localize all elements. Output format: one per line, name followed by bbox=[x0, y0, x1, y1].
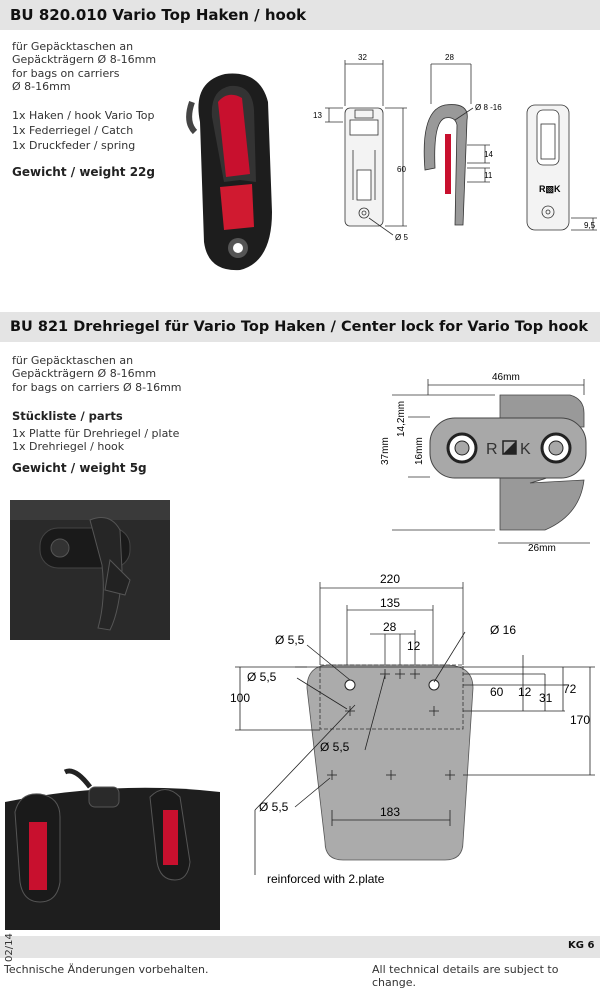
plate-dim-100: 100 bbox=[230, 691, 251, 705]
parts-title: Stückliste / parts bbox=[12, 409, 123, 423]
dim-60: 60 bbox=[397, 165, 406, 174]
section1-desc-en: for bags on carriers Ø 8-16mm bbox=[12, 67, 120, 93]
plate-dim-12: 12 bbox=[407, 639, 421, 653]
dim-d816: Ø 8 -16 bbox=[475, 103, 502, 112]
section1-part-1: 1x Haken / hook Vario Top bbox=[12, 109, 155, 122]
section2-title: BU 821 Drehriegel für Vario Top Haken / Center lock for Vario Top hook bbox=[0, 312, 600, 342]
lock-logo-r: R bbox=[486, 441, 498, 458]
hook-product-photo bbox=[180, 62, 285, 277]
plate-note: reinforced with 2.plate bbox=[267, 872, 385, 886]
plate-dim-d16: Ø 16 bbox=[490, 623, 517, 637]
plate-dim-d55-left: Ø 5,5 bbox=[247, 670, 277, 684]
lock-logo-k: K bbox=[520, 441, 531, 458]
plate-dim-220: 220 bbox=[380, 572, 401, 586]
dim-16mm: 16mm bbox=[414, 437, 425, 465]
plate-dim-183: 183 bbox=[380, 805, 401, 819]
hook-logo-text: R▧K bbox=[539, 184, 561, 194]
center-lock-photo bbox=[10, 500, 170, 640]
dim-26mm: 26mm bbox=[528, 543, 556, 554]
section2-part-2: 1x Drehriegel / hook bbox=[12, 440, 125, 453]
dim-11: 11 bbox=[484, 171, 493, 180]
dim-28: 28 bbox=[445, 53, 454, 62]
footer-disclaimer-de: Technische Änderungen vorbehalten. bbox=[4, 963, 209, 976]
section2-part-1: 1x Platte für Drehriegel / plate bbox=[12, 427, 180, 440]
dim-14-2mm: 14,2mm bbox=[396, 400, 407, 437]
section2-desc-en: for bags on carriers Ø 8-16mm bbox=[12, 381, 182, 394]
plate-dim-170: 170 bbox=[570, 713, 591, 727]
plate-dim-28: 28 bbox=[383, 620, 397, 634]
plate-dim-72: 72 bbox=[563, 682, 577, 696]
plate-dim-12v: 12 bbox=[518, 685, 532, 699]
plate-dim-d55-bottom: Ø 5,5 bbox=[259, 800, 289, 814]
dim-9-5: 9,5 bbox=[584, 221, 596, 230]
dim-32: 32 bbox=[358, 53, 367, 62]
dim-14: 14 bbox=[484, 150, 493, 159]
plate-dim-60: 60 bbox=[490, 685, 504, 699]
plate-dim-d55-top: Ø 5,5 bbox=[275, 633, 305, 647]
section1-part-3: 1x Druckfeder / spring bbox=[12, 139, 136, 152]
footer-page-number: KG 6 bbox=[568, 940, 595, 951]
footer-date: 02/14 bbox=[4, 933, 15, 962]
section2-weight: Gewicht / weight 5g bbox=[12, 461, 147, 475]
hook-technical-drawing bbox=[305, 50, 600, 250]
plate-technical-drawing bbox=[225, 570, 600, 895]
section1-desc-de: für Gepäcktaschen an Gepäckträgern Ø 8-16mm bbox=[12, 40, 157, 66]
bag-with-hooks-photo bbox=[5, 762, 220, 930]
plate-dim-d55-mid: Ø 5,5 bbox=[320, 740, 350, 754]
section1-weight: Gewicht / weight 22g bbox=[12, 165, 155, 179]
dim-d5: Ø 5 bbox=[395, 233, 408, 242]
section2-desc-de: für Gepäcktaschen an Gepäckträgern Ø 8-16mm bbox=[12, 354, 157, 380]
dim-46mm: 46mm bbox=[492, 372, 520, 383]
center-lock-drawing bbox=[370, 365, 600, 560]
section1-title: BU 820.010 Vario Top Haken / hook bbox=[0, 0, 600, 30]
dim-13: 13 bbox=[313, 111, 322, 120]
footer-disclaimer-en: All technical details are subject to change. bbox=[372, 963, 559, 989]
plate-dim-135: 135 bbox=[380, 596, 401, 610]
section1-part-2: 1x Federriegel / Catch bbox=[12, 124, 134, 137]
dim-37mm: 37mm bbox=[380, 437, 391, 465]
footer-band bbox=[0, 936, 600, 958]
plate-dim-31: 31 bbox=[539, 691, 553, 705]
